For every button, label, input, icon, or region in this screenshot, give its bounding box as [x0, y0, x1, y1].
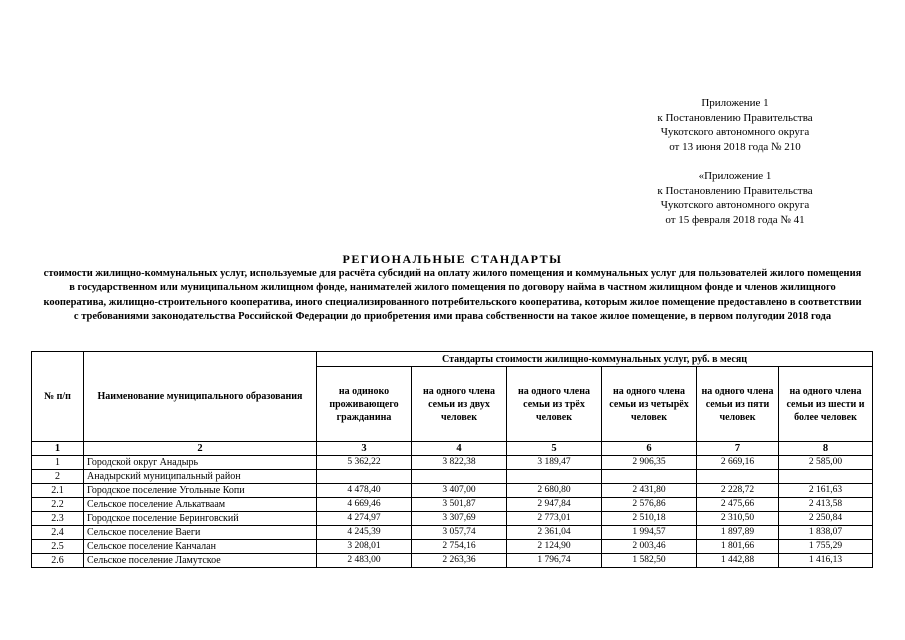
column-number: 4	[412, 442, 507, 456]
document-subtitle: стоимости жилищно-коммунальных услуг, используемые для расчёта субсидий на оплату жилого помещения и коммунальных услуг для пользователей жилого помещения в государственном или муниципальном жилищном фонде, нанимателей жилого помещения по договору найма в частном жилищном фонде и членов жилищного кооператива, жилищно-строительного кооператива, иного специализированного потребительского кооператива, которым жилое помещение предоставлено в соответствии с требованиями законодательства Российской Федерации до приобретения ими права собственности на такое жилое помещение, в первом полугодии 2018 года	[43, 268, 862, 322]
value-cell: 1 801,66	[697, 540, 779, 554]
value-cell: 2 947,84	[507, 498, 602, 512]
column-number: 5	[507, 442, 602, 456]
appendix-line: к Постановлению Правительства	[657, 184, 813, 197]
table-row	[32, 540, 873, 554]
municipality-cell: Городское поселение Беринговский	[84, 512, 317, 526]
value-cell: 2 003,46	[602, 540, 697, 554]
table-row	[32, 484, 873, 498]
standards-table	[31, 351, 873, 568]
column-number-row	[32, 442, 873, 456]
value-cell: 2 669,16	[697, 456, 779, 470]
value-cell: 3 501,87	[412, 498, 507, 512]
value-cell: 2 263,36	[412, 554, 507, 568]
value-cell: 2 413,58	[779, 498, 873, 512]
header-municipality: Наименование муниципального образования	[84, 352, 317, 442]
appendix-line: от 13 июня 2018 года № 210	[669, 140, 801, 153]
column-number: 1	[32, 442, 84, 456]
table-row	[32, 470, 873, 484]
appendix-line: Чукотского автономного округа	[660, 126, 810, 138]
value-cell: 3 307,69	[412, 512, 507, 526]
column-number: 8	[779, 442, 873, 456]
value-cell: 1 442,88	[697, 554, 779, 568]
header-number: № п/п	[32, 352, 84, 442]
value-cell: 2 906,35	[602, 456, 697, 470]
value-cell: 4 478,40	[317, 484, 412, 498]
value-cell: 3 189,47	[507, 456, 602, 470]
column-number: 2	[84, 442, 317, 456]
value-cell: 2 431,80	[602, 484, 697, 498]
value-cell	[697, 470, 779, 484]
municipality-cell: Городской округ Анадырь	[84, 456, 317, 470]
header-col-five: на одного члена семьи из пяти человек	[697, 367, 779, 442]
row-number-cell: 2.5	[32, 540, 84, 554]
value-cell	[602, 470, 697, 484]
value-cell: 1 897,89	[697, 526, 779, 540]
value-cell	[507, 470, 602, 484]
value-cell: 1 838,07	[779, 526, 873, 540]
value-cell: 2 475,66	[697, 498, 779, 512]
row-number-cell: 2.1	[32, 484, 84, 498]
value-cell: 1 416,13	[779, 554, 873, 568]
value-cell: 5 362,22	[317, 456, 412, 470]
table-row	[32, 526, 873, 540]
value-cell: 3 407,00	[412, 484, 507, 498]
municipality-cell: Сельское поселение Алькатваам	[84, 498, 317, 512]
value-cell: 2 250,84	[779, 512, 873, 526]
value-cell: 2 680,80	[507, 484, 602, 498]
value-cell: 2 576,86	[602, 498, 697, 512]
appendix-current-reference	[625, 96, 845, 154]
appendix-previous-reference	[625, 169, 845, 227]
table-row	[32, 498, 873, 512]
table-body	[32, 456, 873, 568]
value-cell: 4 274,97	[317, 512, 412, 526]
municipality-cell: Городское поселение Угольные Копи	[84, 484, 317, 498]
appendix-line: Чукотского автономного округа	[660, 199, 810, 211]
value-cell: 2 773,01	[507, 512, 602, 526]
value-cell	[412, 470, 507, 484]
value-cell: 3 057,74	[412, 526, 507, 540]
column-number: 7	[697, 442, 779, 456]
row-number-cell: 2.2	[32, 498, 84, 512]
header-col-three: на одного члена семьи из трёх человек	[507, 367, 602, 442]
header-col-single: на одиноко проживающего гражданина	[317, 367, 412, 442]
value-cell: 2 228,72	[697, 484, 779, 498]
header-standards-group: Стандарты стоимости жилищно-коммунальных услуг, руб. в месяц	[317, 352, 873, 367]
value-cell: 3 822,38	[412, 456, 507, 470]
value-cell: 1 994,57	[602, 526, 697, 540]
row-number-cell: 2.6	[32, 554, 84, 568]
municipality-cell: Сельское поселение Ламутское	[84, 554, 317, 568]
value-cell: 1 755,29	[779, 540, 873, 554]
value-cell: 2 124,90	[507, 540, 602, 554]
row-number-cell: 2.4	[32, 526, 84, 540]
value-cell	[779, 470, 873, 484]
value-cell	[317, 470, 412, 484]
header-col-two: на одного члена семьи из двух человек	[412, 367, 507, 442]
appendix-line: Приложение 1	[701, 97, 769, 109]
municipality-cell: Сельское поселение Ваеги	[84, 526, 317, 540]
row-number-cell: 2.3	[32, 512, 84, 526]
value-cell: 4 245,39	[317, 526, 412, 540]
value-cell: 2 161,63	[779, 484, 873, 498]
value-cell: 3 208,01	[317, 540, 412, 554]
table-row	[32, 554, 873, 568]
value-cell: 2 483,00	[317, 554, 412, 568]
value-cell: 1 796,74	[507, 554, 602, 568]
document-title: РЕГИОНАЛЬНЫЕ СТАНДАРТЫ	[342, 252, 563, 266]
value-cell: 2 754,16	[412, 540, 507, 554]
value-cell: 1 582,50	[602, 554, 697, 568]
appendix-line: «Приложение 1	[698, 170, 772, 182]
value-cell: 2 585,00	[779, 456, 873, 470]
column-number: 3	[317, 442, 412, 456]
table-row	[32, 456, 873, 470]
row-number-cell: 1	[32, 456, 84, 470]
value-cell: 2 310,50	[697, 512, 779, 526]
value-cell: 2 510,18	[602, 512, 697, 526]
header-col-six-plus: на одного члена семьи из шести и более человек	[779, 367, 873, 442]
header-col-four: на одного члена семьи из четырёх человек	[602, 367, 697, 442]
appendix-line: к Постановлению Правительства	[657, 111, 813, 124]
row-number-cell: 2	[32, 470, 84, 484]
municipality-cell: Анадырский муниципальный район	[84, 470, 317, 484]
table-row	[32, 512, 873, 526]
value-cell: 4 669,46	[317, 498, 412, 512]
appendix-line: от 15 февраля 2018 года № 41	[665, 213, 805, 226]
column-number: 6	[602, 442, 697, 456]
value-cell: 2 361,04	[507, 526, 602, 540]
municipality-cell: Сельское поселение Канчалан	[84, 540, 317, 554]
